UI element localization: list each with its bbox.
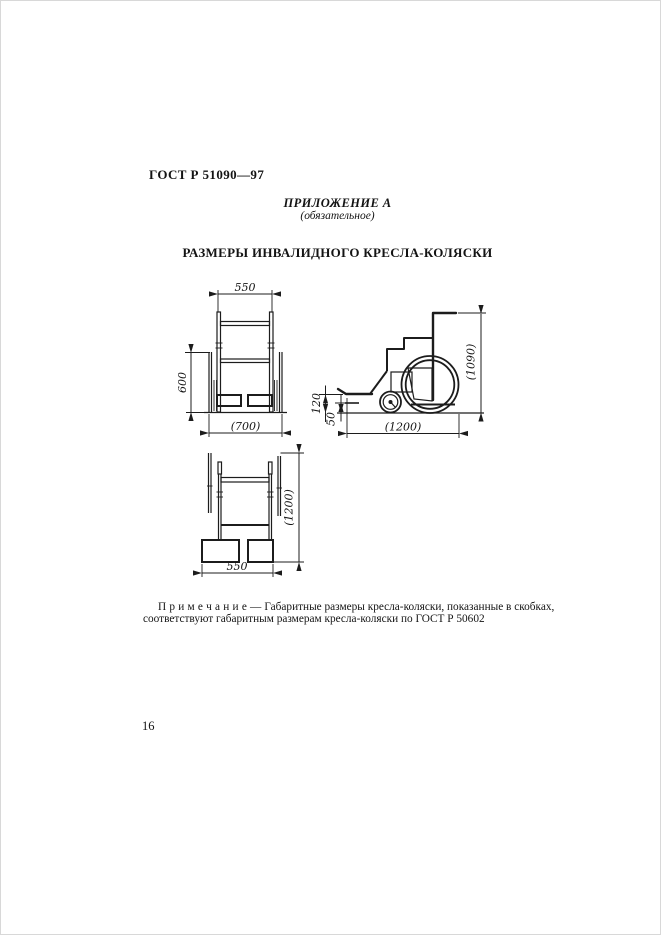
- wheelchair-side-outline: [337, 313, 484, 413]
- appendix-type: (обязательное): [300, 210, 375, 222]
- side-dim-ground-clearance: [325, 395, 353, 427]
- dim-side-footrest-height: 120: [310, 393, 323, 414]
- dim-front-overall-width: (700): [230, 420, 261, 433]
- dim-side-overall-height: (1090): [464, 343, 478, 381]
- side-dim-overall-height: [458, 313, 486, 413]
- front-dim-overall-width: [209, 414, 282, 437]
- note: [143, 602, 575, 626]
- document-title: РАЗМЕРЫ ИНВАЛИДНОГО КРЕСЛА-КОЛЯСКИ: [182, 245, 493, 260]
- plan-view-drawing: [160, 448, 310, 580]
- front-view-drawing: [170, 283, 300, 440]
- page-number: 16: [142, 719, 155, 733]
- standard-number: ГОСТ Р 51090—97: [149, 167, 265, 182]
- front-dim-seat-height: [176, 353, 210, 413]
- dim-front-seat-width: 550: [234, 281, 256, 294]
- dim-front-seat-height: 600: [176, 372, 189, 393]
- note-text-line2: соответствуют габаритным размерам кресла-коляски по ГОСТ Р 50602: [143, 612, 485, 625]
- dim-side-ground-clearance: 50: [324, 412, 338, 426]
- front-dim-seat-width: [218, 281, 272, 312]
- wheelchair-front-outline: [204, 312, 287, 413]
- dim-plan-overall-length: (1200): [282, 489, 296, 526]
- note-text-line1: Габаритные размеры кресла-коляски, показанные в скобках,: [264, 601, 555, 613]
- appendix-heading: ПРИЛОЖЕНИЕ А: [283, 196, 392, 210]
- wheelchair-plan-outline: [202, 453, 282, 562]
- dim-plan-footrest-width: 550: [226, 560, 248, 573]
- note-label: П р и м е ч а н и е —: [158, 601, 262, 613]
- side-view-drawing: [310, 300, 495, 445]
- dim-side-overall-length: (1200): [384, 420, 422, 434]
